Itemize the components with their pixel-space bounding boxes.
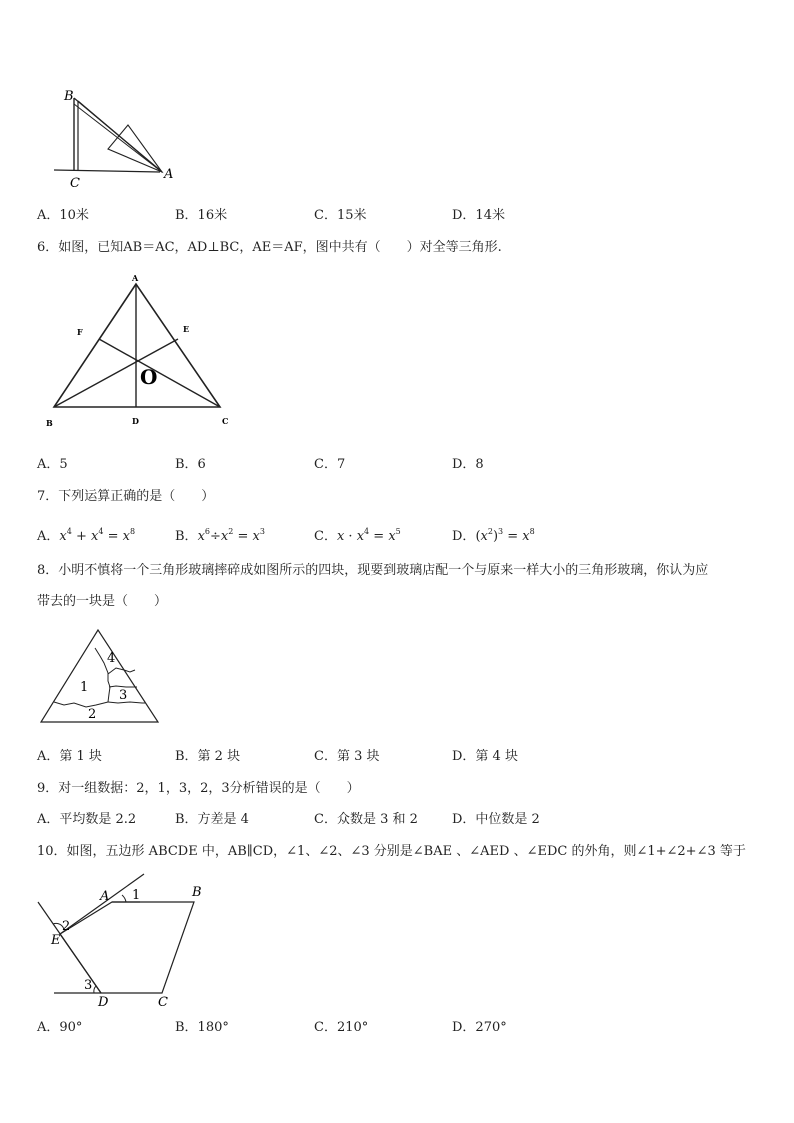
label-d: D bbox=[132, 416, 139, 426]
piece-label-4: 4 bbox=[107, 651, 116, 666]
q5-option-b[interactable]: B．16米 bbox=[175, 208, 228, 223]
q9-stem: 9．对一组数据：2，1，3，2，3分析错误的是（ ） bbox=[37, 781, 360, 796]
label-d: D bbox=[98, 995, 109, 1010]
q6-option-b[interactable]: B．6 bbox=[175, 457, 206, 472]
q5-option-c[interactable]: C．15米 bbox=[314, 208, 367, 223]
angle-label-2: 2 bbox=[62, 919, 71, 934]
q7-option-c[interactable]: C．$x \cdot x^4 = x^5$ bbox=[314, 527, 401, 544]
q8-option-a[interactable]: A．第 1 块 bbox=[37, 749, 102, 764]
label-c: C bbox=[70, 176, 80, 191]
q10-option-b[interactable]: B．180° bbox=[175, 1020, 229, 1035]
option-label: B． bbox=[175, 529, 198, 544]
ladder-figure bbox=[40, 82, 190, 192]
q9-option-a[interactable]: A．平均数是 2.2 bbox=[37, 812, 137, 827]
q10-stem: 10．如图，五边形 ABCDE 中，AB∥CD，∠1、∠2、∠3 分别是∠BAE 、∠AED 、∠EDC 的外角，则∠1+∠2+∠3 等于 bbox=[37, 844, 746, 859]
label-b: B bbox=[64, 89, 74, 104]
triangle-figure bbox=[40, 270, 240, 435]
label-a: A bbox=[132, 273, 139, 283]
option-label: C． bbox=[314, 529, 337, 544]
q8-stem-line1: 8．小明不慎将一个三角形玻璃摔碎成如图所示的四块，现要到玻璃店配一个与原来一样大小的三角形玻璃，你认为应 bbox=[37, 563, 709, 578]
pentagon-figure bbox=[36, 872, 236, 1012]
label-e: E bbox=[51, 933, 61, 948]
q10-option-a[interactable]: A．90° bbox=[37, 1020, 83, 1035]
label-e: E bbox=[183, 324, 190, 334]
q7-stem: 7．下列运算正确的是（ ） bbox=[37, 489, 215, 504]
q7-option-b[interactable]: B．$x^6\div x^2 = x^3$ bbox=[175, 527, 265, 544]
label-a: A bbox=[100, 889, 110, 904]
piece-label-2: 2 bbox=[88, 707, 97, 722]
q8-option-b[interactable]: B．第 2 块 bbox=[175, 749, 241, 764]
option-label: A． bbox=[37, 529, 60, 544]
q9-option-c[interactable]: C．众数是 3 和 2 bbox=[314, 812, 418, 827]
q5-option-a[interactable]: A．10米 bbox=[37, 208, 89, 223]
label-f: F bbox=[77, 327, 83, 337]
q10-option-d[interactable]: D．270° bbox=[452, 1020, 507, 1035]
broken-glass-figure bbox=[38, 626, 163, 726]
q5-option-d[interactable]: D．14米 bbox=[452, 208, 505, 223]
q9-option-b[interactable]: B．方差是 4 bbox=[175, 812, 249, 827]
piece-label-3: 3 bbox=[119, 688, 128, 703]
angle-label-1: 1 bbox=[132, 888, 141, 903]
option-label: D． bbox=[452, 529, 476, 544]
piece-label-1: 1 bbox=[80, 680, 89, 695]
q6-option-c[interactable]: C．7 bbox=[314, 457, 346, 472]
q7-option-a[interactable]: A．$x^4 + x^4 = x^8$ bbox=[37, 527, 136, 544]
label-a: A bbox=[164, 167, 174, 182]
q8-option-c[interactable]: C．第 3 块 bbox=[314, 749, 380, 764]
label-b: B bbox=[46, 418, 53, 428]
label-c: C bbox=[222, 416, 229, 426]
label-o: O bbox=[140, 365, 158, 389]
q10-option-c[interactable]: C．210° bbox=[314, 1020, 369, 1035]
angle-label-3: 3 bbox=[84, 978, 93, 993]
q6-stem: 6．如图，已知AB＝AC，AD⊥BC，AE＝AF，图中共有（ ）对全等三角形. bbox=[37, 240, 502, 255]
q7-option-d[interactable]: D．$(x^2)^3 = x^8$ bbox=[452, 527, 535, 544]
q8-option-d[interactable]: D．第 4 块 bbox=[452, 749, 518, 764]
label-c: C bbox=[158, 995, 168, 1010]
label-b: B bbox=[192, 885, 202, 900]
q8-stem-line2: 带去的一块是（ ） bbox=[37, 594, 168, 609]
q6-option-d[interactable]: D．8 bbox=[452, 457, 484, 472]
q6-option-a[interactable]: A．5 bbox=[37, 457, 68, 472]
q9-option-d[interactable]: D．中位数是 2 bbox=[452, 812, 540, 827]
